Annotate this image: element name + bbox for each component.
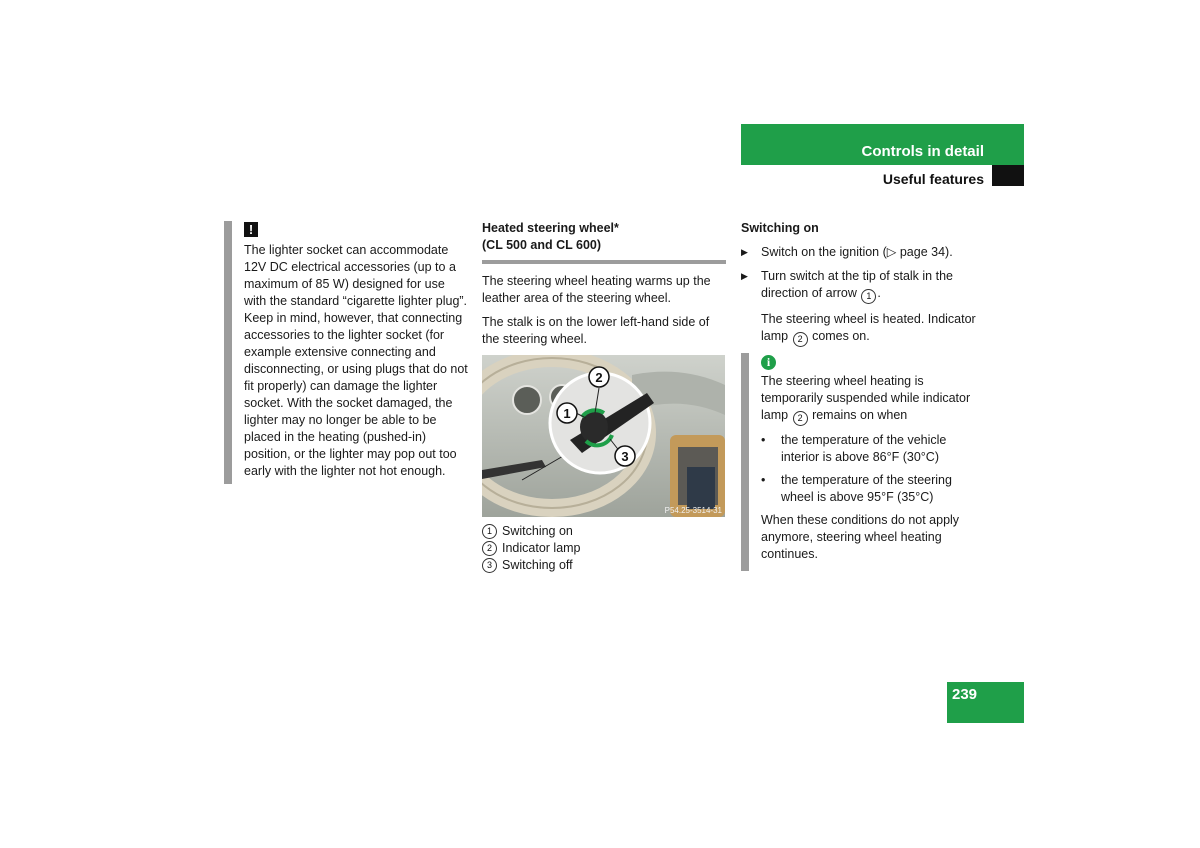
warning-icon: !: [244, 222, 258, 237]
info-intro-end: remains on when: [812, 408, 908, 422]
step-text: Switch on the ignition (▷ page 34).: [761, 245, 953, 259]
heated-wheel-para2: The stalk is on the lower left-hand side of the steering wheel.: [482, 315, 710, 346]
switching-on-section: [741, 220, 987, 359]
subsection-header: Useful features: [882, 171, 984, 187]
heated-wheel-para1: The steering wheel heating warms up the leather area of the steering wheel.: [482, 274, 711, 305]
info-intro: [761, 373, 987, 426]
section-header: Controls in detail: [741, 124, 1024, 165]
step-arrow-icon: ▶: [741, 271, 748, 281]
info-closing: When these conditions do not apply anymore, steering wheel heating continues.: [761, 513, 960, 561]
heated-wheel-title: Heated steering wheel*: [482, 221, 619, 235]
legend-number: 2: [482, 541, 497, 556]
legend-label: Indicator lamp: [502, 541, 581, 555]
info-bullet: [761, 472, 987, 506]
legend-label: Switching on: [502, 524, 573, 538]
bullet-text: the temperature of the vehicle interior is above 86°F (30°C): [781, 433, 947, 464]
heading-rule: [482, 260, 726, 264]
legend-number: 3: [482, 558, 497, 573]
info-icon: i: [761, 355, 776, 370]
step-arrow-icon: ▶: [741, 247, 748, 257]
figure-legend: [482, 523, 726, 574]
switching-on-title: Switching on: [741, 221, 819, 235]
heated-wheel-section: [482, 220, 726, 574]
step-text: [761, 268, 987, 304]
legend-number: 1: [482, 524, 497, 539]
step-text-part: Turn switch at the tip of stalk in the direction of arrow: [761, 269, 953, 300]
callout-2-label: 2: [595, 370, 603, 385]
legend-item: [482, 540, 726, 557]
inline-number: 1: [861, 289, 876, 304]
callout-3: [615, 446, 635, 466]
step-turn-switch: [741, 268, 987, 304]
bullet-icon: •: [761, 473, 766, 487]
info-box: [741, 353, 987, 571]
result-text-end: comes on.: [812, 329, 870, 343]
page-number: 239: [947, 682, 1024, 723]
callout-1-label: 1: [563, 406, 571, 421]
callout-3-label: 3: [621, 449, 629, 464]
result-text-part: The steering wheel is heated. Indicator lamp: [761, 312, 976, 343]
heated-wheel-models: (CL 500 and CL 600): [482, 238, 602, 252]
figure-code: P54.25-3514-31: [664, 506, 722, 515]
warning-box: [224, 221, 470, 484]
steering-stalk-figure: [482, 355, 725, 517]
callout-1: [557, 403, 577, 423]
legend-item: [482, 523, 726, 540]
info-bullet: [761, 432, 987, 466]
steering-stalk-illustration: [482, 355, 725, 517]
callout-2: [589, 367, 609, 387]
info-intro-part: The steering wheel heating is temporarily suspended while indicator lamp: [761, 374, 971, 422]
bullet-icon: •: [761, 433, 766, 447]
switching-on-result: [741, 311, 987, 347]
header-block: [992, 165, 1024, 186]
inline-number: 2: [793, 411, 808, 426]
step-text-end: .: [877, 286, 881, 300]
step-ignition: [741, 244, 987, 261]
warning-text: The lighter socket can accommodate 12V DC electrical accessories (up to a maximum of 85 W) designed for use with the standard “cigarette lighter plug”. Keep in mind, however, that connecting accessories to the lighter socket (for example extensive connecting and disconnecting, or using plugs that do not fit properly) can damage the lighter socket. With the socket damaged, the lighter may no longer be able to be placed in the heating (pushed-in) position, or the lighter may pop out too early with the lighter not hot enough.: [244, 243, 468, 478]
inline-number: 2: [793, 332, 808, 347]
bullet-text: the temperature of the steering wheel is above 95°F (35°C): [781, 473, 952, 504]
legend-item: [482, 557, 726, 574]
legend-label: Switching off: [502, 558, 573, 572]
